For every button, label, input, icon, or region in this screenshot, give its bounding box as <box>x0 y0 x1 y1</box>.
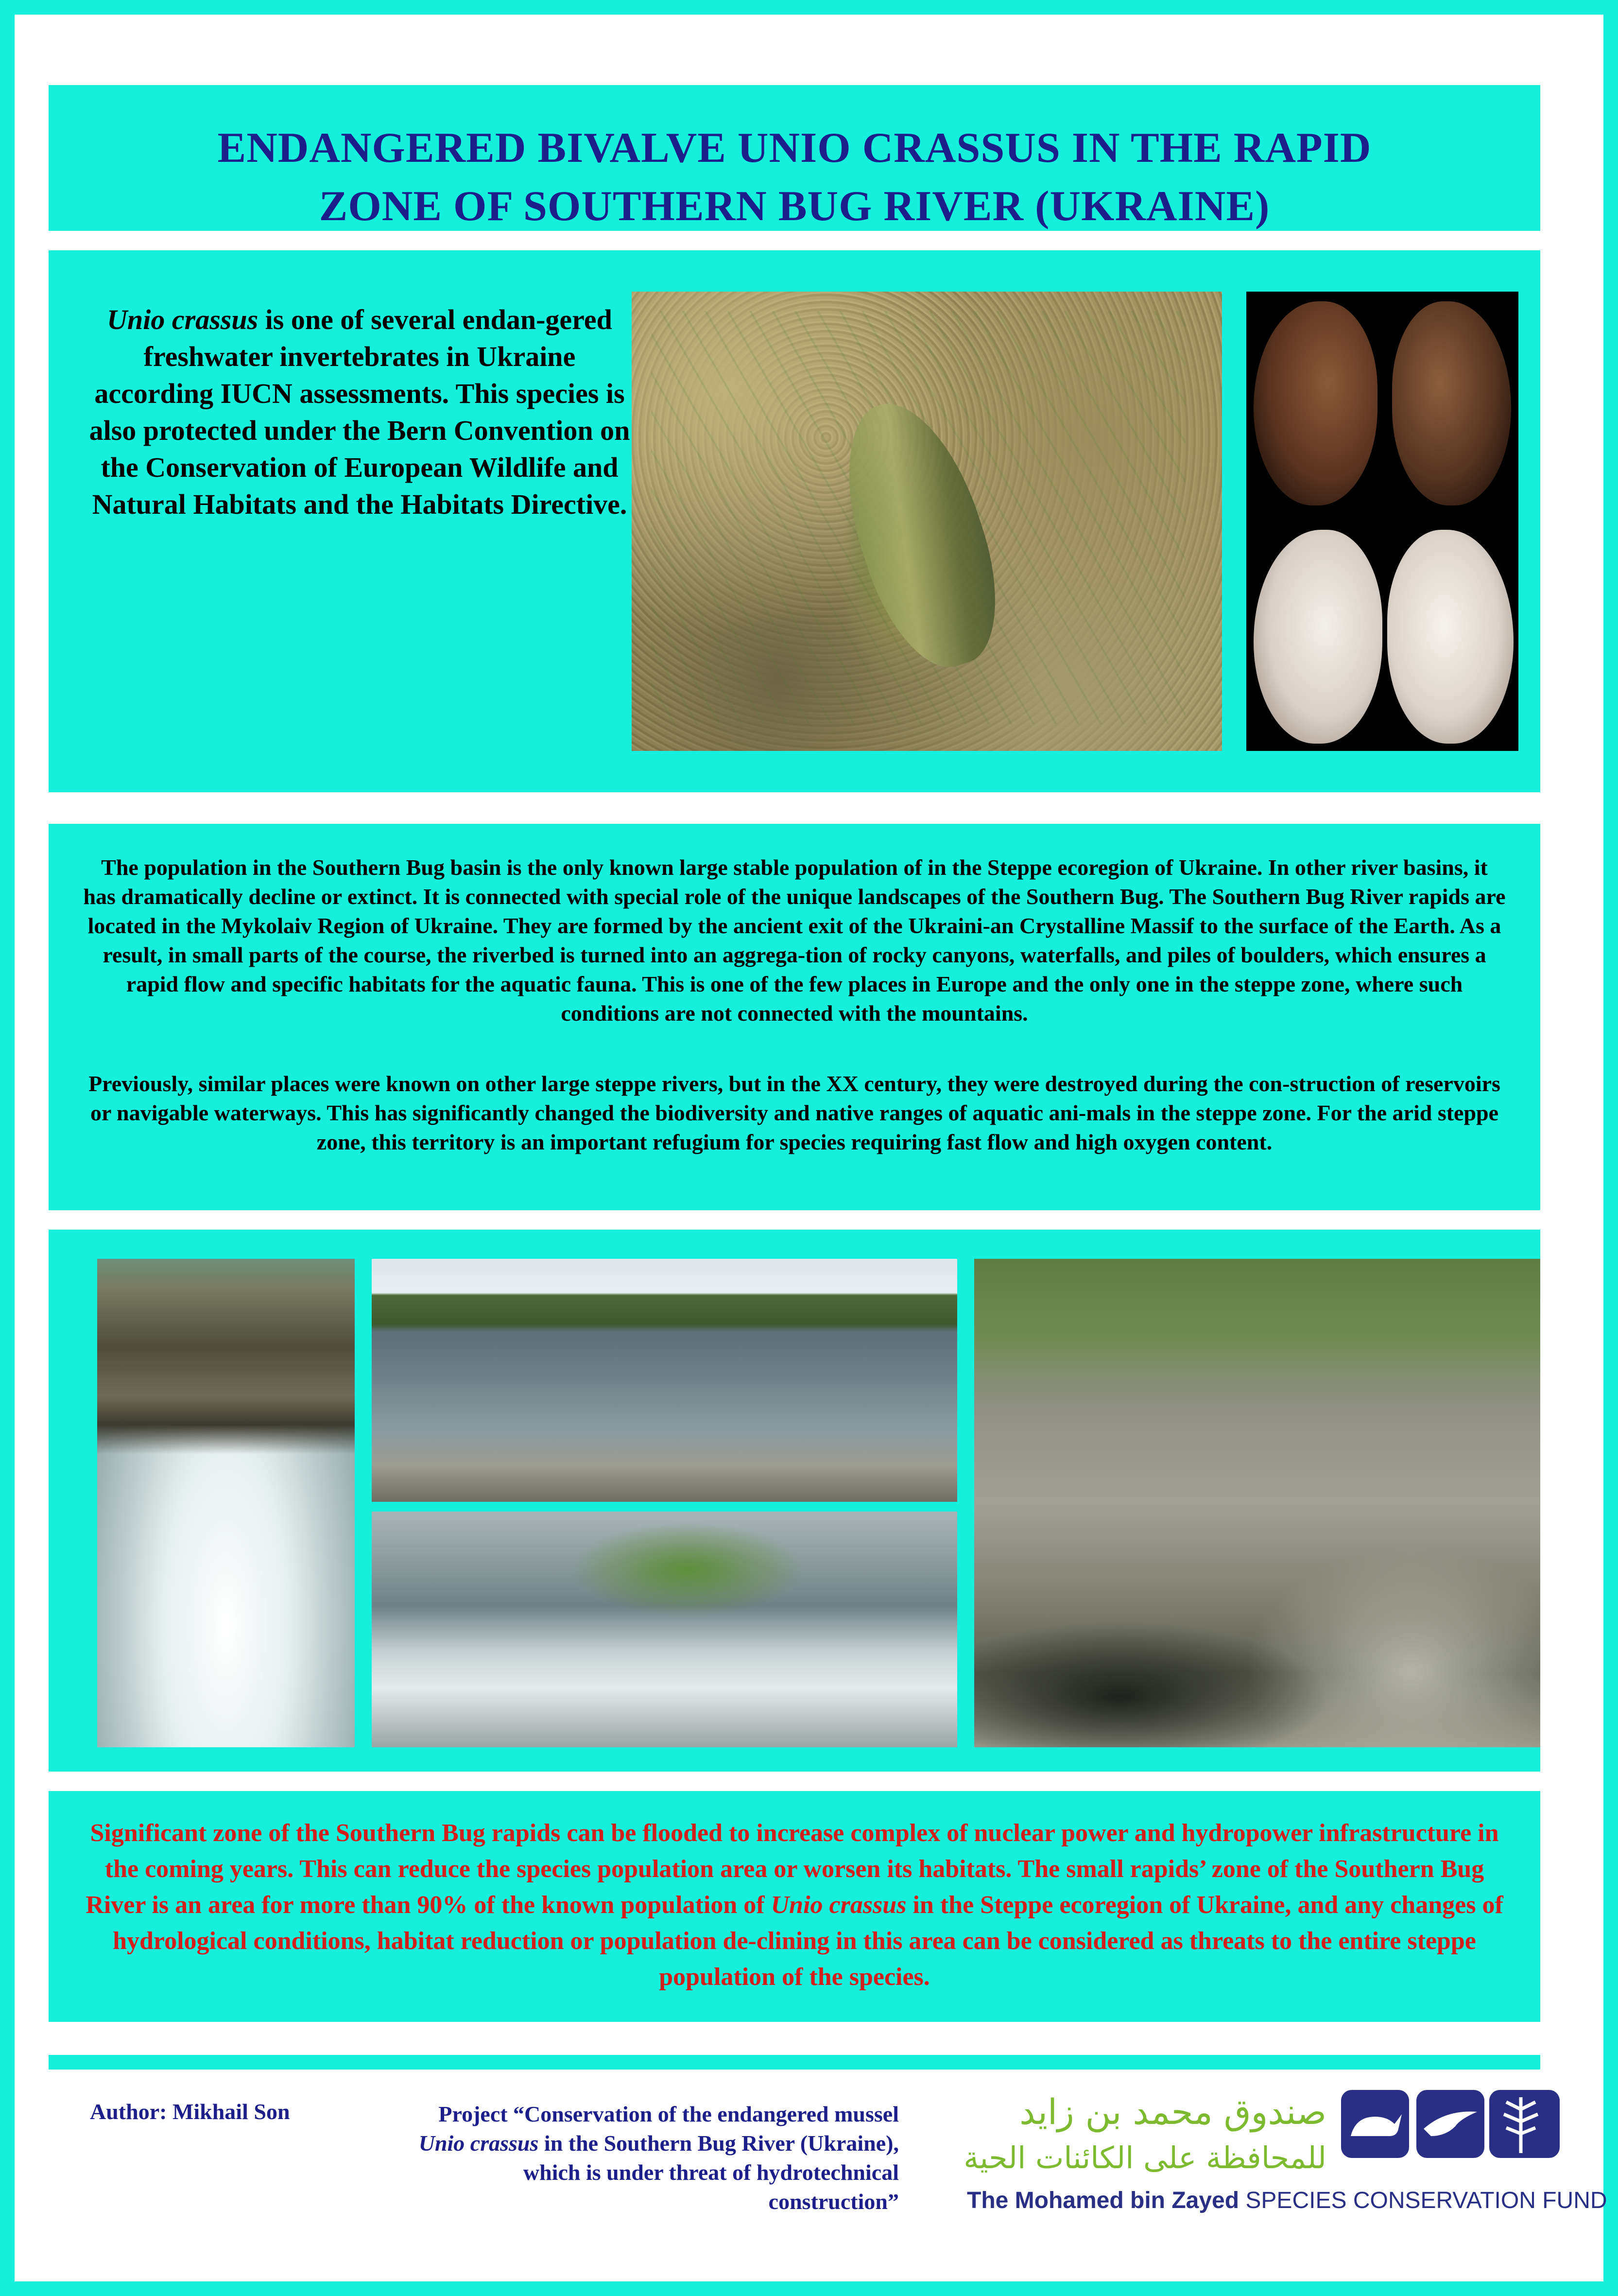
title-panel <box>49 85 1540 231</box>
poster-title: ENDANGERED BIVALVE UNIO CRASSUS IN THE RAPID ZONE OF SOUTHERN BUG RIVER (UKRAINE) <box>217 124 1372 230</box>
threats-text-after: in the Steppe ecoregion of Ukraine, and any changes of hydrological conditions, habitat reduction or population de-clining in this area can be considered as threats to the entire steppe population of the species. <box>113 1891 1503 1991</box>
shell-valve-inner-right <box>1387 530 1514 744</box>
logo-english-rest: SPECIES CONSERVATION FUND <box>1239 2188 1607 2213</box>
threats-panel <box>49 1791 1540 2022</box>
logo-english-bold: The Mohamed bin Zayed <box>967 2188 1239 2213</box>
footer-divider <box>49 2055 1540 2070</box>
author-credit: Author: Mikhail Son <box>90 2099 290 2124</box>
bird-icon <box>1416 2090 1484 2158</box>
intro-species-name: Unio crassus <box>107 304 258 335</box>
shell-valve-outer-right <box>1392 301 1511 505</box>
intro-body: is one of several endan-gered freshwater invertebrates in Ukraine according IUCN assessments. This species is also protected under the Bern Convention on the Conservation of European Wildlife and Natural Habitats and the Habitats Directive. <box>89 304 630 520</box>
logo-arabic-name: صندوق محمد بن زايد <box>1019 2091 1326 2132</box>
waterfall-photo <box>97 1259 355 1747</box>
shell-valves-photo <box>1246 292 1518 751</box>
rhino-icon <box>1341 2090 1409 2158</box>
mussel-in-sediment-photo <box>632 292 1222 751</box>
shell-valve-inner-left <box>1254 530 1382 744</box>
fund-logo <box>938 2080 1607 2236</box>
threats-text <box>78 1815 1511 1995</box>
intro-text <box>83 301 637 523</box>
fern-tile-icon <box>1489 2090 1552 2158</box>
population-paragraph-1: The population in the Southern Bug basin is the only known large stable population of in the Steppe ecoregion of Ukraine. In other river basins, it has dramatically decline or extinct. It is connected with special role of the unique landscapes of the Southern Bug. The Southern Bug River rapids are located in the Mykolaiv Region of Ukraine. They are formed by the ancient exit of the Ukraini-an Crystalline Massif to the surface of the Earth. As a result, in small parts of the course, the riverbed is turned into an aggrega-tion of rocky canyons, waterfalls, and piles of boulders, which ensures a rapid flow and specific habitats for the aquatic fauna. This is one of the few places in Europe and the only one in the steppe zone, where such conditions are not connected with the mountains. <box>83 855 1506 1026</box>
river-reeds-photo <box>372 1512 957 1747</box>
project-text-before: Project “Conservation of the endangered mussel <box>438 2102 899 2126</box>
shell-valve-outer-left <box>1254 301 1377 505</box>
logo-english-name <box>967 2187 1607 2214</box>
population-panel <box>49 824 1540 1210</box>
project-text-after: in the Southern Bug River (Ukraine), which is under threat of hydrotechnical construction” <box>523 2131 899 2214</box>
logo-arabic-subtitle: للمحافظة على الكائنات الحية <box>964 2140 1326 2175</box>
threats-text-before: Significant zone of the Southern Bug rapids can be flooded to increase complex of nuclear power and hydropower infrastructure in the coming years. This can reduce the species population area or worsen its habitats. The small rapids’ zone of the Southern Bug River is an area for more than 90% of the known population of <box>86 1819 1499 1919</box>
threats-species-name: Unio crassus <box>771 1891 907 1919</box>
population-paragraph-2: Previously, similar places were known on other large steppe rivers, but in the XX century, they were destroyed during the con-struction of reservoirs or navigable waterways. This has significantly changed the biodiversity and native ranges of aquatic ani-mals in the steppe zone. For the arid steppe zone, this territory is an important refugium for species requiring fast flow and high oxygen content. <box>88 1071 1500 1154</box>
project-species-name: Unio crassus <box>418 2131 539 2156</box>
river-rapids-wide-photo <box>372 1259 957 1502</box>
rocky-canyon-photo <box>974 1259 1540 1747</box>
project-description <box>394 2100 899 2216</box>
